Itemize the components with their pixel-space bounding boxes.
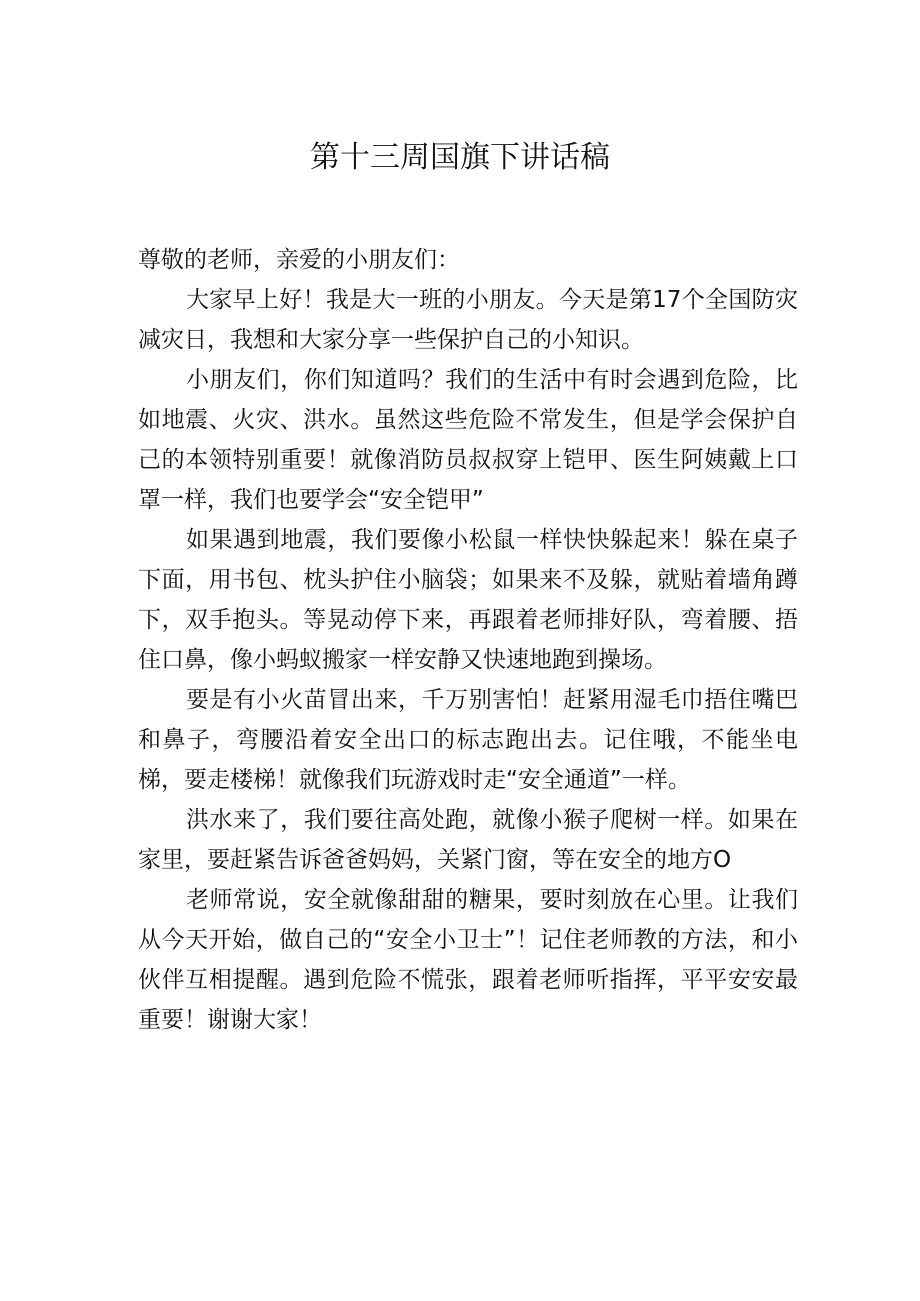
paragraph-flood: 洪水来了，我们要往高处跑，就像小猴子爬树一样。如果在家里，要赶紧告诉爸爸妈妈，关紧门窗，等在安全的地方O: [138, 807, 798, 873]
paragraph-dangers: 小朋友们，你们知道吗？我们的生活中有时会遇到危险，比如地震、火灾、洪水。虽然这些危险不常发生，但是学会保护自己的本领特别重要！就像消防员叔叔穿上铠甲、医生阿姨戴上口罩一样，我们也要学会“安全铠甲”: [138, 367, 798, 513]
document-body: [138, 240, 798, 1040]
document-title: 第十三周国旗下讲话稿: [310, 140, 610, 175]
paragraph-closing: 老师常说，安全就像甜甜的糖果，要时刻放在心里。让我们从今天开始，做自己的“安全小卫士”！记住老师教的方法，和小伙伴互相提醒。遇到危险不慌张，跟着老师听指挥，平平安安最重要！谢谢大家！: [138, 887, 798, 1033]
paragraph-earthquake: 如果遇到地震，我们要像小松鼠一样快快躲起来！躲在桌子下面，用书包、枕头护住小脑袋；如果来不及躲，就贴着墙角蹲下，双手抱头。等晃动停下来，再跟着老师排好队，弯着腰、捂住口鼻，像小蚂蚁搬家一样安静又快速地跑到操场。: [138, 527, 798, 673]
paragraph-greeting: 大家早上好！我是大一班的小朋友。今天是第17个全国防灾减灾日，我想和大家分享一些保护自己的小知识。: [138, 287, 798, 353]
salutation: 尊敬的老师，亲爱的小朋友们：: [138, 247, 460, 273]
paragraph-fire: 要是有小火苗冒出来，千万别害怕！赶紧用湿毛巾捂住嘴巴和鼻子，弯腰沿着安全出口的标志跑出去。记住哦，不能坐电梯，要走楼梯！就像我们玩游戏时走“安全通道”一样。: [138, 687, 798, 793]
